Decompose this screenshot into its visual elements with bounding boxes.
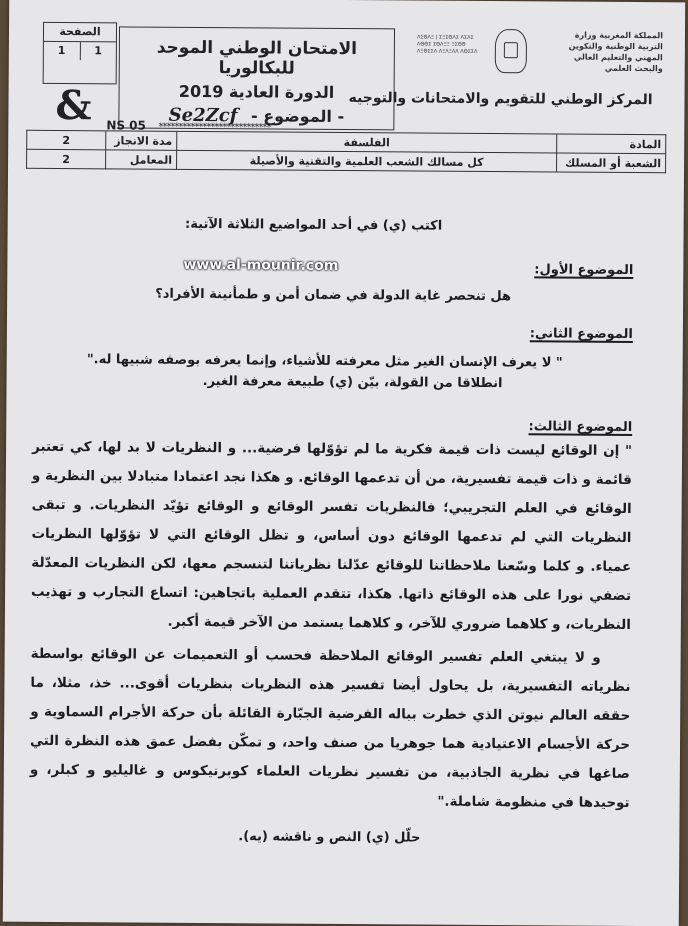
exam-body — [29, 216, 633, 847]
site-watermark: www.al-mounir.com — [183, 256, 339, 274]
duration-label: مدة الانجاز — [106, 131, 177, 150]
topic3-task: حلّل (ي) النص و ناقشه (يه). — [238, 829, 421, 846]
page-total: 1 — [57, 43, 66, 58]
stars-line: **************************** — [158, 121, 271, 134]
topic2-task: انطلاقا من القولة، بيّن (ي) طبيعة معرفة الغير. — [202, 374, 503, 392]
duration-value: 2 — [27, 130, 106, 150]
topic1-title: الموضوع الأول: — [534, 262, 634, 279]
subject-code: Se2Zcf — [168, 104, 238, 127]
exam-header — [26, 16, 667, 132]
coefficient-value: 2 — [27, 149, 106, 169]
topic3-paragraph-1: " إن الوقائع ليست ذات قيمة فكرية ما لم تؤوّلها فرضية... و النظريات لا بد لها، كي تعتبر قائمة و ذات قيمة تفسيرية، من أن تدعمها الوقائع. و هكذا نجد اعتمادا متبادلا بين النظرية و الوقائع في العلم التجريبي؛ فالنظريات تفسر الوقائع و الوقائع تؤيّد النظريات. و تبقى النظريات التي لم تدعمها الوقائع دون أساس، و تظل الوقائع التي لا تؤوّلها النظريات عمياء. و كلما وسّعنا ملاحظاتنا للوقائع عدّلنا نظرياتنا لتنسجم معها، لكن النظريات المعدّلة تضفي نورا على هذه الوقائع ذاتها. هكذا، تتقدم العملية باتجاهين: اتساع التجارب و تهذيب النظريات، و كلاهما ضروري للآخر، و كلاهما يستمد من الآخر قيمة أكبر. — [31, 438, 633, 634]
topic2-quote: " لا يعرف الإنسان الغير مثل معرفته للأشياء، وإنما يعرفه بوصفه شبيها له." — [86, 352, 563, 371]
exam-title-box — [118, 26, 395, 130]
exam-sheet — [3, 0, 685, 926]
subject-field-label: المادة — [557, 134, 666, 154]
subject-label: - الموضوع - — [251, 106, 345, 126]
ministry-logos — [407, 24, 667, 86]
page-label: الصفحة — [44, 23, 116, 43]
page-number-box — [43, 22, 117, 85]
exam-session: الدورة العادية 2019 — [178, 81, 335, 102]
exam-info-table — [26, 130, 666, 173]
center-name: المركز الوطني للتقويم والامتحانات والتوجيه — [348, 90, 653, 109]
instruction: اكتب (ي) في أحد المواضيع الثلاثة الآتية: — [185, 216, 443, 234]
royal-emblem-icon — [495, 29, 527, 73]
exam-title: الامتحان الوطني الموحد للبكالوريا — [156, 37, 358, 79]
branch-value: كل مسالك الشعب العلمية والتقنية والأصيلة — [177, 150, 557, 172]
topic3-paragraph-2: و لا يبتغي العلم تفسير الوقائع الملاحظة فحسب أو التعميمات عن الوقائع بواسطة نظرياته التفسيرية، بل يحاول أيضا تفسير هذه النظريات بنظريات أقوى... خذ، مثلا، ما حققه العالم نيوتن الذي خطرت بباله الفرضية الجبّارة القائلة بأن حركة الأجرام السماوية و حركة الأجسام الاعتيادية هما جوهريا من صنف واحد، و تمكّن بفضل عمق هذه النظرة التي صاغها في نظرية الجاذبية، من تفسير نظريات العلماء كوبرنيكوس و غاليليو و كبلر، و توحيدها في منظومة شاملة." — [29, 645, 631, 812]
topic1-question: هل تنحصر غاية الدولة في ضمان أمن و طمأنينة الأفراد؟ — [155, 286, 512, 305]
coefficient-label: المعامل — [106, 150, 177, 169]
subject-field-value: الفلسفة — [177, 131, 557, 153]
topic2-title: الموضوع الثاني: — [529, 326, 633, 343]
page-current: 1 — [79, 42, 116, 60]
branch-label: الشعبة أو المسلك — [557, 153, 666, 173]
topic3-title: الموضوع الثالث: — [528, 419, 633, 436]
ministry-name: المملكة المغربية وزارة التربية الوطنية والتكوين المهني والتعليم العالي والبحث العلمي — [568, 30, 664, 74]
ampersand-logo: & — [55, 81, 92, 130]
tifinagh-text: ΛΣΘΛΞ | ΣΞΣΘΛΣ ΛΣΛΣ ΛΘΘΣ ΣΘΛΞΞ ΞΣΘΘ ΛΞΘΣΣΛ ΛΞΛΞΛΛ ΛΘΣΣΛ — [416, 34, 478, 55]
exam-code: NS 05 — [106, 118, 146, 133]
